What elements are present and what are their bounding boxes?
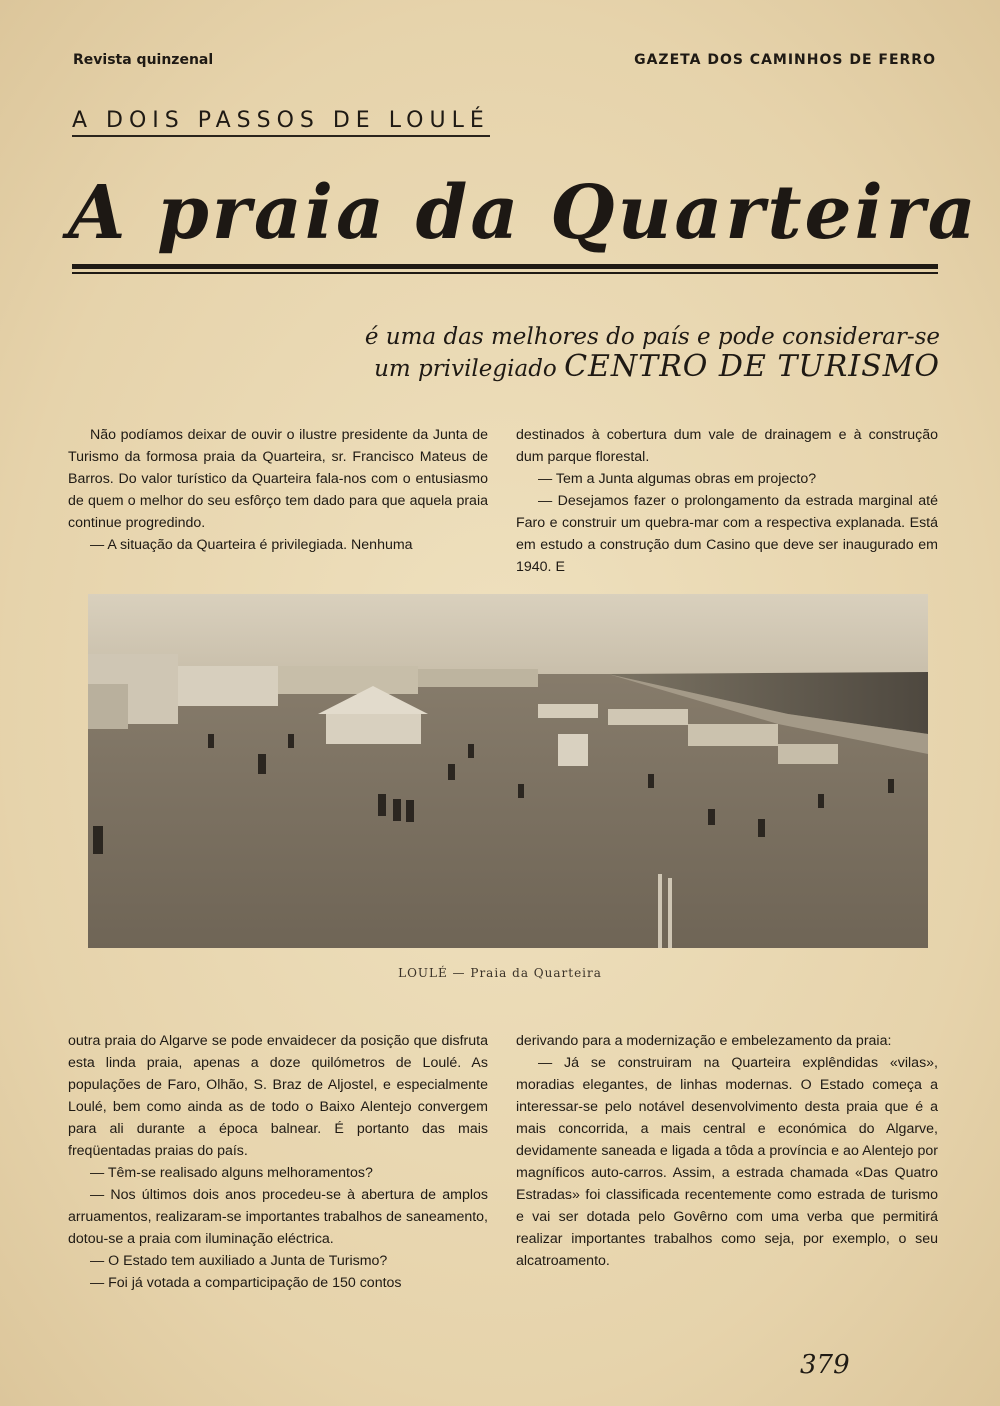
column-1 <box>68 424 488 556</box>
paragraph: — Nos últimos dois anos procedeu-se à abertura de amplos arruamentos, realizaram-se importantes trabalhos de saneamento, dotou-se a praia com iluminação eléctrica. <box>68 1187 488 1247</box>
paragraph: Não podíamos deixar de ouvir o ilustre presidente da Junta de Turismo da formosa praia da Quarteira, sr. Francisco Mateus de Barros. Do valor turístico da Quarteira fala-nos com o entusiasmo de quem o melhor do seu esfôrço tem dado para que aquela praia continue progredindo. <box>68 427 488 531</box>
beach-photo <box>88 594 928 948</box>
subtitle-line-2-small: um privilegiado <box>374 356 557 382</box>
paragraph: — O Estado tem auxiliado a Junta de Turismo? <box>90 1253 388 1269</box>
publication-frequency: Revista quinzenal <box>73 52 214 68</box>
paragraph: — Tem a Junta algumas obras em projecto? <box>538 471 817 487</box>
paragraph: — Desejamos fazer o prolongamento da estrada marginal até Faro e construir um quebra-mar com a respectiva explanada. Está em estudo a construção dum Casino que deve ser inaugurado em 1940. E <box>516 493 938 575</box>
paragraph: destinados à cobertura dum vale de drainagem e à construção dum parque florestal. <box>516 427 938 465</box>
column-4 <box>516 1030 938 1272</box>
title-rule-thick <box>72 264 938 269</box>
paragraph: — Já se construiram na Quarteira explêndidas «vilas», moradias elegantes, de linhas modernas. O Estado começa a interessar-se pelo notável desenvolvimento desta praia que é a mais concorrida, a mais central e económica do Algarve, devidamente saneada e ligada a tôda a província e ao Alentejo por magníficos auto-carros. Assim, a estrada chamada «Das Quatro Estradas» foi classificada recentemente como estrada de turismo e vai ser dotada pelo Govêrno com uma verba que permitirá realizar importantes trabalhos como seja, por exemplo, o seu alcatroamento. <box>516 1055 938 1269</box>
article-title: A praia da Quarteira <box>68 170 979 256</box>
paragraph: — Foi já votada a comparticipação de 150 contos <box>90 1275 402 1291</box>
article-kicker: A DOIS PASSOS DE LOULÉ <box>72 108 490 137</box>
photo-caption: LOULÉ — Praia da Quarteira <box>398 966 602 980</box>
publication-title: GAZETA DOS CAMINHOS DE FERRO <box>634 52 936 68</box>
paragraph: — A situação da Quarteira é privilegiada. Nenhuma <box>90 537 413 553</box>
page-number: 379 <box>800 1350 850 1380</box>
subtitle-line-2 <box>220 349 940 384</box>
paragraph: — Têm-se realisado alguns melhoramentos? <box>90 1165 373 1181</box>
column-2 <box>516 424 938 578</box>
subtitle-line-1: é uma das melhores do país e pode considerar-se <box>364 324 940 350</box>
article-subtitle <box>220 322 940 384</box>
paragraph: outra praia do Algarve se pode envaidecer da posição que disfruta esta linda praia, apenas a doze quilómetros de Loulé. As populações de Faro, Olhão, S. Braz de Aljostel, e especialmente Loulé, bem como ainda as de todo o Baixo Alentejo convergem para ali durante a época balnear. É portanto das mais freqüentadas praias do país. <box>68 1033 488 1159</box>
paragraph: derivando para a modernização e embelezamento da praia: <box>516 1033 892 1049</box>
title-rule-thin <box>72 272 938 274</box>
column-3 <box>68 1030 488 1294</box>
subtitle-line-2-big: CENTRO DE TURISMO <box>564 349 940 384</box>
beach-photo-drawing <box>88 594 928 948</box>
